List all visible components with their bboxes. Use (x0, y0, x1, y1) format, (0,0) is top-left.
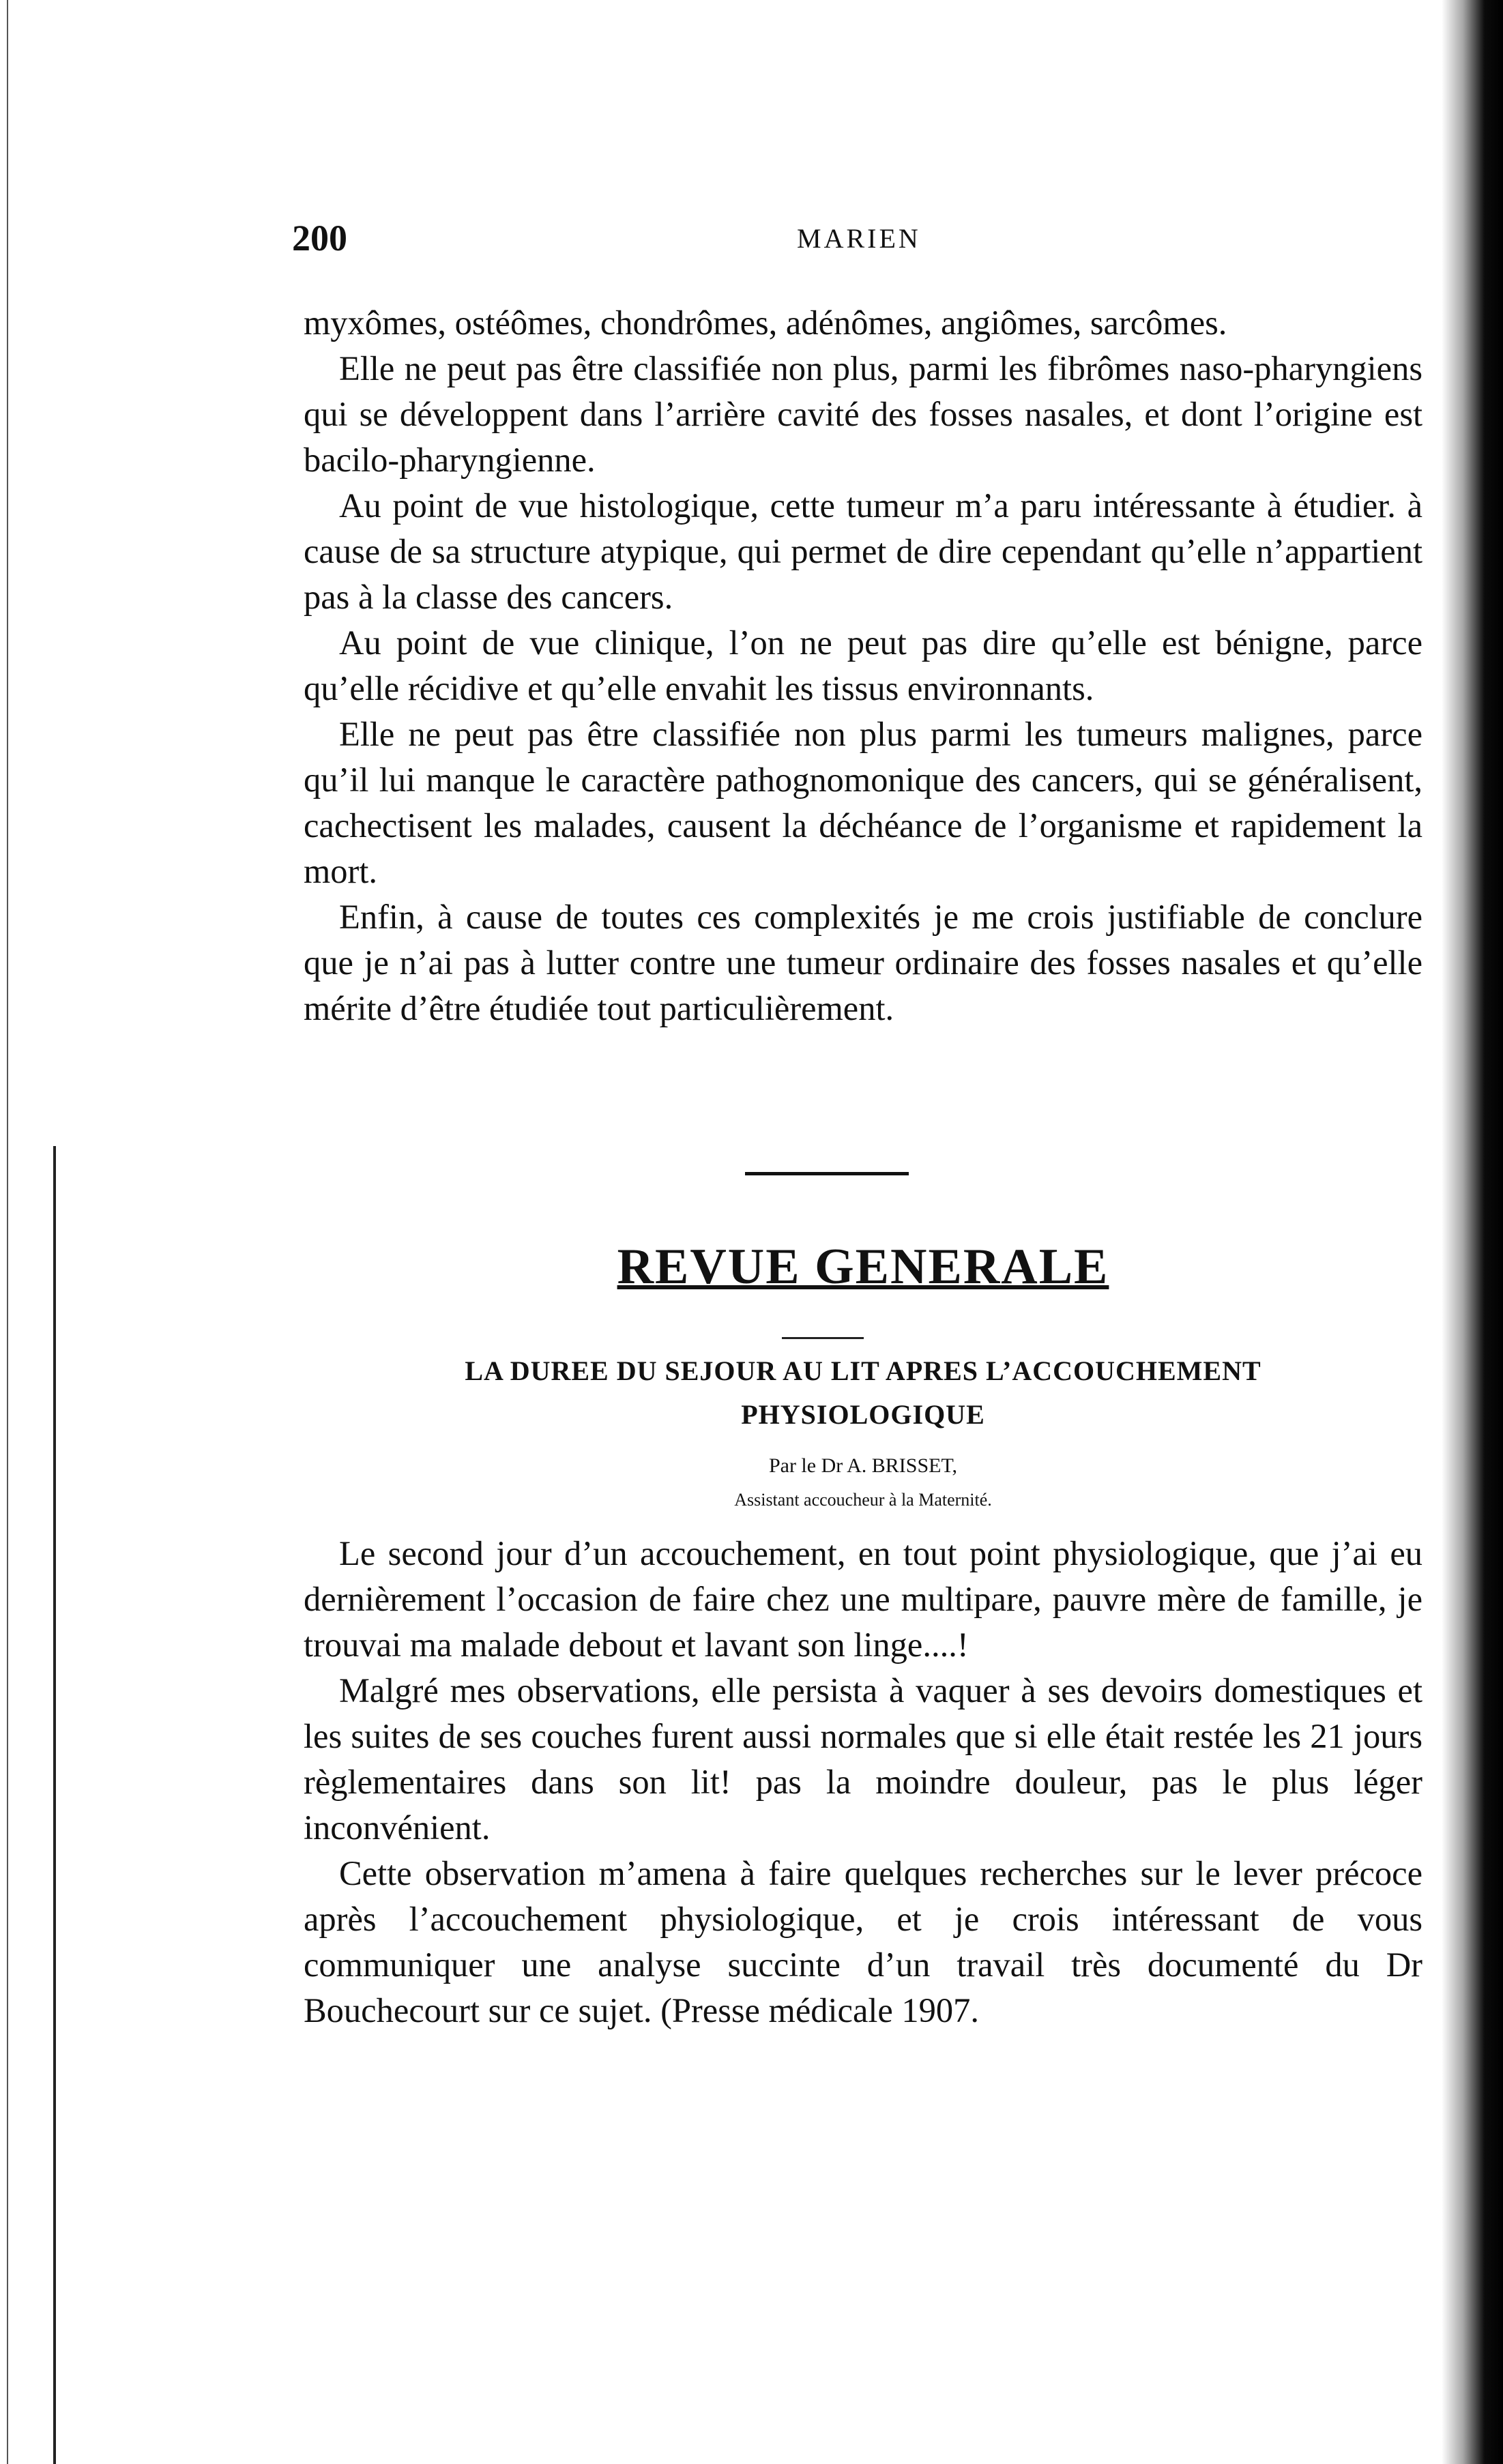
paragraph: Elle ne peut pas être classifiée non plus, parmi les fibrômes naso-pharyngiens qui se développent dans l’arrière cavité des fosses nasales, et dont l’origine est bacilo-pharyngienne. (304, 349, 1422, 479)
author-role: Assistant accoucheur à la Maternité. (734, 1490, 992, 1510)
author: Par le Dr A. BRISSET, (768, 1454, 958, 1477)
page-header (292, 217, 1438, 272)
title-rule (782, 1337, 864, 1339)
paragraph: Au point de vue histologique, cette tumeur m’a paru intéressante à étudier. à cause de sa structure atypique, qui permet de dire cependant qu’elle n’appartient pas à la classe des cancers. (304, 486, 1422, 616)
paragraph: Le second jour d’un accouchement, en tout point physiologique, que j’ai eu dernièrement l’occasion de faire chez une multipare, pauvre mère de famille, je trouvai ma malade debout et lavant son linge....! (304, 1534, 1422, 1664)
article-title-line: PHYSIOLOGIQUE (741, 1399, 985, 1430)
intro-text-block (304, 300, 1422, 1031)
section-title-text: REVUE GENERALE (617, 1239, 1109, 1295)
paragraph: Enfin, à cause de toutes ces complexités je me crois justifiable de conclure que je n’ai pas à lutter contre une tumeur ordinaire des fosses nasales et qu’elle mérite d’être étudiée tout particulièrement. (304, 898, 1422, 1027)
paragraph: myxômes, ostéômes, chondrômes, adénômes, angiômes, sarcômes. (304, 304, 1227, 342)
scan-edge-shadow (1442, 0, 1503, 2464)
paragraph: Elle ne peut pas être classifiée non plus parmi les tumeurs malignes, parce qu’il lui manque le caractère pathognomonique des cancers, qui se généralisent, cachectisent les malades, causent la déchéance de l’organisme et rapidement la mort. (304, 715, 1422, 890)
article-title-line: LA DUREE DU SEJOUR AU LIT APRES L’ACCOUCHEMENT (465, 1355, 1261, 1386)
article-text-block (304, 1531, 1422, 2034)
article-title (304, 1349, 1422, 1437)
paragraph: Au point de vue clinique, l’on ne peut pas dire qu’elle est bénigne, parce qu’elle récidive et qu’elle envahit les tissus environnants. (304, 624, 1422, 707)
section-title (304, 1238, 1422, 1296)
scan-left-margin-line (53, 1146, 56, 2464)
byline (304, 1449, 1422, 1517)
page-number: 200 (292, 218, 347, 259)
running-head: MARIEN (797, 223, 921, 254)
paragraph: Malgré mes observations, elle persista à vaquer à ses devoirs domestiques et les suites de ses couches furent aussi normales que si elle était restée les 21 jours règlementaires dans son lit! pas la moindre douleur, pas le plus léger inconvénient. (304, 1671, 1422, 1847)
section-divider (745, 1172, 909, 1175)
scan-left-line (7, 0, 8, 2464)
paragraph: Cette observation m’amena à faire quelques recherches sur le lever précoce après l’accouchement physiologique, et je crois intéressant de vous communiquer une analyse succinte d’un travail très documenté du Dr Bouchecourt sur ce sujet. (Presse médicale 1907. (304, 1854, 1422, 2029)
